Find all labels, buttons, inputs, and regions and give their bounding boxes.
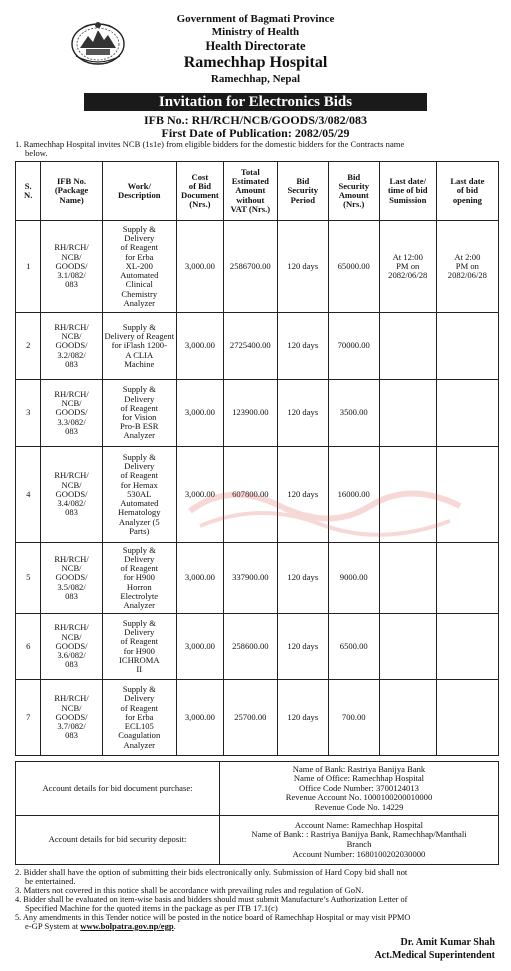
total-cell bbox=[223, 680, 277, 756]
header-line: Last date bbox=[450, 176, 485, 187]
cell-line: Delivery bbox=[124, 393, 155, 404]
period-cell bbox=[277, 543, 328, 614]
header-line: time of bid bbox=[387, 185, 428, 196]
cell-line: 1 bbox=[26, 260, 31, 271]
cell-line: Clinical bbox=[125, 279, 153, 290]
header-line: (Nrs.) bbox=[189, 199, 211, 210]
cell-line: RH/RCH/ bbox=[54, 553, 89, 564]
total-cell bbox=[223, 221, 277, 313]
period-cell bbox=[277, 313, 328, 380]
ifb-cell bbox=[41, 543, 102, 614]
cell-line: Supply & bbox=[122, 384, 156, 395]
cell-line: 700.00 bbox=[341, 711, 366, 722]
cell-line: 083 bbox=[65, 358, 78, 369]
column-header-last-open bbox=[436, 162, 498, 221]
cell-line: 4 bbox=[26, 488, 31, 499]
cell-line: Delivery bbox=[124, 233, 155, 244]
cell-line: 3.6/082/ bbox=[57, 650, 86, 661]
account-line: Name of Bank: Rastriya Banijya Bank bbox=[292, 763, 426, 774]
cell-line: NCB/ bbox=[61, 702, 82, 713]
work-cell bbox=[102, 614, 176, 680]
cell-line: ECL105 bbox=[124, 721, 154, 732]
cell-line: PM on bbox=[396, 260, 420, 271]
last-submission-cell bbox=[379, 680, 436, 756]
table-row bbox=[16, 680, 499, 756]
security-cell bbox=[328, 221, 379, 313]
header-line: (Nrs.) bbox=[343, 199, 365, 210]
cell-line: 3,000.00 bbox=[184, 488, 215, 499]
cell-line: 2 bbox=[26, 340, 31, 351]
column-header-period bbox=[277, 162, 328, 221]
cell-line: 083 bbox=[65, 590, 78, 601]
column-header-work bbox=[102, 162, 176, 221]
cell-line: NCB/ bbox=[61, 331, 82, 342]
sn-cell bbox=[16, 543, 41, 614]
cell-line: 120 days bbox=[287, 572, 319, 583]
account-line: Office Code Number: 3700124013 bbox=[299, 782, 419, 793]
cost-cell bbox=[176, 543, 223, 614]
cell-line: A CLIA bbox=[125, 349, 154, 360]
cell-line: 083 bbox=[65, 507, 78, 518]
cell-line: 2082/06/28 bbox=[447, 270, 487, 281]
sn-cell bbox=[16, 447, 41, 543]
header-line: Estimated bbox=[231, 176, 269, 187]
header-line: Last date/ bbox=[389, 176, 426, 187]
deposit-account-details bbox=[220, 816, 498, 864]
cell-line: Horron bbox=[126, 581, 152, 592]
sn-cell bbox=[16, 680, 41, 756]
cell-line: Delivery of Reagent bbox=[104, 331, 175, 342]
header-line: IFB No. bbox=[56, 176, 87, 187]
table-row bbox=[16, 380, 499, 447]
column-header-total bbox=[223, 162, 277, 221]
publication-date: First Date of Publication: 2082/05/29 bbox=[161, 126, 350, 140]
header-line: Period bbox=[290, 194, 315, 205]
cell-line: 120 days bbox=[287, 260, 319, 271]
cell-line: 5 bbox=[26, 572, 31, 583]
header-line: without bbox=[236, 194, 265, 205]
cell-line: 3 bbox=[26, 407, 31, 418]
purchase-account-box bbox=[15, 761, 499, 816]
last-submission-cell bbox=[379, 380, 436, 447]
account-line: Account Name: Ramechhap Hospital bbox=[294, 819, 424, 830]
ifb-cell bbox=[41, 221, 102, 313]
cell-line: for iFlash 1200- bbox=[111, 340, 167, 351]
cell-line: Delivery bbox=[124, 553, 155, 564]
cell-line: At 2:00 bbox=[454, 251, 481, 262]
security-cell bbox=[328, 543, 379, 614]
cell-line: 3500.00 bbox=[339, 407, 368, 418]
cell-line: Machine bbox=[124, 358, 155, 369]
total-cell bbox=[223, 313, 277, 380]
hospital-name: Ramechhap Hospital bbox=[183, 54, 328, 71]
cost-cell bbox=[176, 614, 223, 680]
cell-line: Analyzer bbox=[123, 297, 156, 308]
cell-line: NCB/ bbox=[61, 563, 82, 574]
header-line: of bid bbox=[456, 185, 479, 196]
cell-line: Coagulation bbox=[118, 730, 161, 741]
cell-line: 3.3/082/ bbox=[57, 416, 86, 427]
cell-line: Supply & bbox=[122, 224, 156, 235]
cell-line: 65000.00 bbox=[337, 260, 370, 271]
cell-line: Analyzer bbox=[123, 739, 156, 750]
cell-line: 2082/06/28 bbox=[388, 270, 428, 281]
cell-line: 3.1/082/ bbox=[57, 270, 86, 281]
cell-line: 337900.00 bbox=[232, 572, 269, 583]
cell-line: 120 days bbox=[287, 488, 319, 499]
last-opening-cell bbox=[436, 680, 498, 756]
cell-line: 120 days bbox=[287, 711, 319, 722]
cell-line: 120 days bbox=[287, 340, 319, 351]
header-line: Bid bbox=[347, 171, 361, 182]
header-line: S. bbox=[24, 180, 32, 191]
cell-line: of Reagent bbox=[120, 402, 159, 413]
cell-line: 3.7/082/ bbox=[57, 721, 86, 732]
cell-line: 3,000.00 bbox=[184, 572, 215, 583]
last-opening-cell bbox=[436, 543, 498, 614]
ifb-cell bbox=[41, 313, 102, 380]
cell-line: ICHROMA bbox=[118, 654, 160, 665]
signature-title: Act.Medical Superintendent bbox=[374, 950, 495, 961]
work-cell bbox=[102, 680, 176, 756]
cell-line: 3.2/082/ bbox=[57, 349, 86, 360]
last-submission-cell bbox=[379, 543, 436, 614]
column-header-cost bbox=[176, 162, 223, 221]
cell-line: Analyzer (5 bbox=[118, 516, 160, 527]
cell-line: for Erba bbox=[125, 711, 154, 722]
cell-line: NCB/ bbox=[61, 251, 82, 262]
cell-line: 2725400.00 bbox=[229, 340, 271, 351]
cell-line: of Reagent bbox=[120, 470, 159, 481]
security-cell bbox=[328, 313, 379, 380]
cell-line: Supply & bbox=[122, 452, 156, 463]
column-header-sn bbox=[16, 162, 41, 221]
last-submission-cell bbox=[379, 221, 436, 313]
note-5-suffix: . bbox=[173, 921, 176, 931]
header-line: Bid bbox=[296, 176, 310, 187]
cell-line: of Reagent bbox=[120, 563, 159, 574]
cell-line: 2586700.00 bbox=[229, 260, 271, 271]
cell-line: Analyzer bbox=[123, 430, 156, 441]
work-cell bbox=[102, 543, 176, 614]
cell-line: GOODS/ bbox=[55, 711, 88, 722]
bids-table bbox=[15, 161, 499, 756]
cell-line: of Reagent bbox=[120, 242, 159, 253]
cell-line: RH/RCH/ bbox=[54, 622, 89, 633]
cost-cell bbox=[176, 380, 223, 447]
period-cell bbox=[277, 680, 328, 756]
signature-name: Dr. Amit Kumar Shah bbox=[400, 937, 495, 948]
intro-line-1: 1. Ramechhap Hospital invites NCB (1s1e) from eligible bidders for the domestic bidders for the Contracts name bbox=[15, 139, 405, 149]
cell-line: 3.4/082/ bbox=[57, 498, 86, 509]
note-4-line-1: 4. Bidder shall be evaluated on item-wise basis and bidders should must submit Manufacture’s Authorization Letter of bbox=[15, 895, 408, 904]
last-opening-cell bbox=[436, 313, 498, 380]
cell-line: XL-200 bbox=[125, 260, 153, 271]
ifb-cell bbox=[41, 680, 102, 756]
cell-line: RH/RCH/ bbox=[54, 470, 89, 481]
cost-cell bbox=[176, 221, 223, 313]
account-line: Revenue Code No. 14229 bbox=[314, 801, 404, 812]
cell-line: 7 bbox=[26, 711, 31, 722]
header-line: opening bbox=[452, 194, 482, 205]
last-opening-cell bbox=[436, 221, 498, 313]
header-line: Cost bbox=[191, 171, 209, 182]
work-cell bbox=[102, 447, 176, 543]
header-line: Security bbox=[338, 180, 370, 191]
cell-line: 123900.00 bbox=[232, 407, 269, 418]
cell-line: 3,000.00 bbox=[184, 407, 215, 418]
cost-cell bbox=[176, 680, 223, 756]
account-line: Name of Bank: : Rastriya Banijya Bank, Ramechhap/Manthali bbox=[251, 829, 467, 840]
last-submission-cell bbox=[379, 313, 436, 380]
cell-line: 083 bbox=[65, 659, 78, 670]
header-line: Total bbox=[240, 166, 260, 177]
table-row bbox=[16, 221, 499, 313]
cell-line: for Hemax bbox=[120, 479, 158, 490]
cell-line: GOODS/ bbox=[55, 572, 88, 583]
cell-line: Delivery bbox=[124, 693, 155, 704]
cell-line: Electrolyte bbox=[120, 590, 159, 601]
cell-line: 083 bbox=[65, 279, 78, 290]
cost-cell bbox=[176, 313, 223, 380]
cell-line: of Reagent bbox=[120, 636, 159, 647]
note-2-line-1: 2. Bidder shall have the option of submitting their bids electronically only. Submission of Hard Copy bid shall not bbox=[15, 867, 408, 877]
cell-line: NCB/ bbox=[61, 398, 82, 409]
cell-line: 083 bbox=[65, 730, 78, 741]
cell-line: Supply & bbox=[122, 617, 156, 628]
total-cell bbox=[223, 380, 277, 447]
security-cell bbox=[328, 614, 379, 680]
cell-line: Hematology bbox=[118, 507, 161, 518]
cell-line: Parts) bbox=[129, 525, 150, 536]
ifb-cell bbox=[41, 614, 102, 680]
cell-line: RH/RCH/ bbox=[54, 388, 89, 399]
cell-line: Supply & bbox=[122, 544, 156, 555]
account-line: Name of Office: Ramechhap Hospital bbox=[293, 773, 425, 784]
note-2-line-2: be entertained. bbox=[25, 876, 76, 886]
cell-line: Supply & bbox=[122, 321, 156, 332]
table-row bbox=[16, 543, 499, 614]
cell-line: Delivery bbox=[124, 461, 155, 472]
cell-line: of Reagent bbox=[120, 702, 159, 713]
ifb-cell bbox=[41, 380, 102, 447]
header-line: Sumission bbox=[389, 194, 427, 205]
ifb-number: IFB No.: RH/RCH/NCB/GOODS/3/082/083 bbox=[143, 113, 367, 127]
cell-line: GOODS/ bbox=[55, 340, 88, 351]
header-line: VAT (Nrs.) bbox=[230, 203, 271, 214]
cell-line: for H900 bbox=[123, 645, 155, 656]
cell-line: Automated bbox=[120, 498, 159, 509]
cell-line: GOODS/ bbox=[55, 488, 88, 499]
note-3: 3. Matters not covered in this notice shall be accordance with prevailing rules and regulation of GoN. bbox=[15, 885, 364, 895]
table-row bbox=[16, 614, 499, 680]
last-opening-cell bbox=[436, 380, 498, 447]
column-header-ifb bbox=[41, 162, 102, 221]
cell-line: RH/RCH/ bbox=[54, 242, 89, 253]
header-line: Security bbox=[287, 185, 319, 196]
cell-line: RH/RCH/ bbox=[54, 693, 89, 704]
last-submission-cell bbox=[379, 614, 436, 680]
period-cell bbox=[277, 614, 328, 680]
table-row bbox=[16, 313, 499, 380]
account-line: Account Number: 1680100202030000 bbox=[292, 848, 426, 859]
header-line: Document bbox=[181, 190, 219, 200]
header-line: N. bbox=[24, 190, 33, 200]
total-cell bbox=[223, 614, 277, 680]
cell-line: 25700.00 bbox=[234, 711, 267, 722]
intro-line-2: below. bbox=[25, 148, 48, 158]
cell-line: 3,000.00 bbox=[184, 340, 215, 351]
ministry-heading: Ministry of Health bbox=[211, 26, 300, 38]
cell-line: II bbox=[136, 663, 143, 674]
cell-line: At 12:00 bbox=[392, 251, 423, 262]
cell-line: 3.5/082/ bbox=[57, 581, 86, 592]
work-cell bbox=[102, 221, 176, 313]
header-line: (Package bbox=[54, 185, 89, 196]
gov-heading: Government of Bagmati Province bbox=[176, 13, 335, 25]
cell-line: 3,000.00 bbox=[184, 711, 215, 722]
cell-line: 258600.00 bbox=[232, 640, 269, 651]
cell-line: NCB/ bbox=[61, 479, 82, 490]
cell-line: 16000.00 bbox=[337, 488, 370, 499]
work-cell bbox=[102, 313, 176, 380]
bolpatra-link[interactable]: www.bolpatra.gov.np/egp bbox=[80, 921, 174, 931]
cell-line: 70000.00 bbox=[337, 340, 370, 351]
header-line: of Bid bbox=[188, 180, 211, 191]
cell-line: Supply & bbox=[122, 684, 156, 695]
sn-cell bbox=[16, 380, 41, 447]
note-5-line-2 bbox=[25, 922, 176, 932]
cell-line: 530AL bbox=[127, 488, 152, 499]
cell-line: for Erba bbox=[125, 251, 154, 262]
cell-line: 120 days bbox=[287, 407, 319, 418]
ifb-cell bbox=[41, 447, 102, 543]
note-5-prefix: e-GP System at bbox=[25, 921, 81, 931]
sn-cell bbox=[16, 313, 41, 380]
header-line: Name) bbox=[59, 194, 84, 205]
header-line: Description bbox=[118, 190, 161, 200]
cell-line: 3,000.00 bbox=[184, 640, 215, 651]
location-heading: Ramechhap, Nepal bbox=[210, 73, 301, 85]
cell-line: RH/RCH/ bbox=[54, 321, 89, 332]
cell-line: NCB/ bbox=[61, 631, 82, 642]
directorate-heading: Health Directorate bbox=[205, 39, 306, 53]
cell-line: 120 days bbox=[287, 640, 319, 651]
sn-cell bbox=[16, 614, 41, 680]
cell-line: Pro-B ESR bbox=[120, 421, 159, 432]
cell-line: Delivery bbox=[124, 627, 155, 638]
purchase-account-details bbox=[220, 762, 498, 815]
cell-line: for Vision bbox=[122, 412, 157, 422]
period-cell bbox=[277, 380, 328, 447]
cell-line: 083 bbox=[65, 425, 78, 436]
account-line: Revenue Account No. 1000100200010000 bbox=[285, 792, 433, 803]
cell-line: 607800.00 bbox=[232, 488, 269, 499]
cell-line: 3,000.00 bbox=[184, 260, 215, 271]
column-header-last-sub bbox=[379, 162, 436, 221]
header-line: Amount bbox=[338, 190, 369, 200]
cell-line: GOODS/ bbox=[55, 640, 88, 651]
sn-cell bbox=[16, 221, 41, 313]
cell-line: Automated bbox=[120, 270, 159, 281]
last-opening-cell bbox=[436, 614, 498, 680]
period-cell bbox=[277, 221, 328, 313]
cell-line: PM on bbox=[455, 260, 479, 271]
cell-line: 6 bbox=[26, 640, 31, 651]
cell-line: for H900 bbox=[123, 572, 155, 583]
cell-line: GOODS/ bbox=[55, 260, 88, 271]
title-banner: Invitation for Electronics Bids bbox=[84, 93, 427, 111]
header-line: Amount bbox=[235, 185, 266, 196]
header-line: Work/ bbox=[127, 180, 151, 191]
total-cell bbox=[223, 543, 277, 614]
deposit-account-box bbox=[15, 815, 499, 865]
cell-line: GOODS/ bbox=[55, 407, 88, 418]
cell-line: 6500.00 bbox=[339, 640, 368, 651]
cell-line: Analyzer bbox=[123, 600, 156, 610]
column-header-security bbox=[328, 162, 379, 221]
cell-line: 9000.00 bbox=[339, 572, 368, 583]
deposit-account-label: Account details for bid security deposit: bbox=[16, 816, 220, 864]
work-cell bbox=[102, 380, 176, 447]
account-line: Branch bbox=[346, 839, 372, 849]
note-5-line-1: 5. Any amendments in this Tender notice will be posted in the notice board of Ramechhap Hospital or may visit PPMO bbox=[15, 913, 411, 922]
cell-line: Chemistry bbox=[121, 288, 158, 299]
note-4-line-2: Specified Machine for the quoted items in the package as per ITB 17.1(c) bbox=[25, 903, 278, 913]
security-cell bbox=[328, 680, 379, 756]
watermark-logo bbox=[170, 476, 470, 546]
security-cell bbox=[328, 380, 379, 447]
table-header-row bbox=[16, 162, 499, 221]
purchase-account-label: Account details for bid document purchase: bbox=[16, 762, 220, 815]
